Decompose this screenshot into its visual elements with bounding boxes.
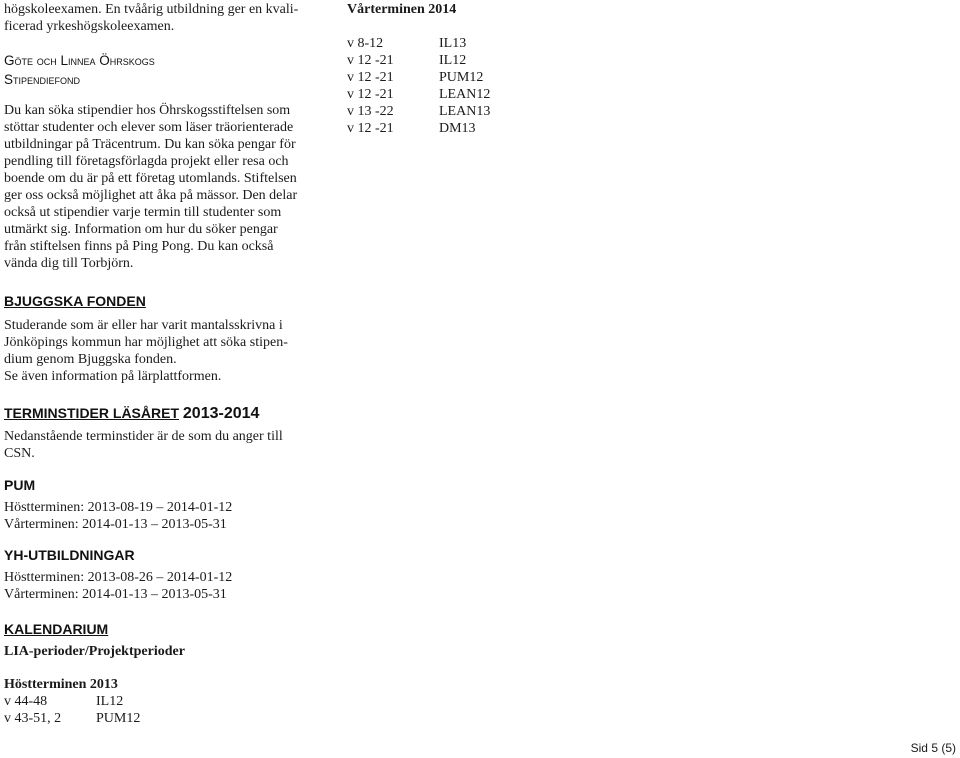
schedule-week: v 44-48 [4, 694, 48, 709]
pum-date-line: Höstterminen: 2013-08-19 – 2014-01-12 [4, 500, 233, 515]
ohrskog-title-line: Stipendiefond [4, 72, 81, 87]
varterminen-section [347, 1, 490, 137]
kalendarium-subtitle: LIA-perioder/Projektperioder [4, 644, 185, 659]
ohrskog-line: stöttar studenter och elever som läser träorienterade [4, 120, 294, 135]
intro-text [4, 1, 324, 35]
yh-date-line: Vårterminen: 2014-01-13 – 2013-05-31 [4, 587, 227, 602]
schedule-row [347, 103, 490, 120]
ohrskog-body [4, 102, 306, 272]
schedule-week: v 13 -22 [347, 104, 394, 119]
intro-line: högskoleexamen. En tvåårig utbildning ger en kvali- [4, 2, 299, 17]
schedule-row [347, 69, 490, 86]
ohrskog-title-line: Göte och Linnea Öhrskogs [4, 53, 155, 68]
page-number: Sid 5 (5) [910, 741, 956, 755]
schedule-row [4, 693, 140, 710]
ohrskog-line: utbildningar på Träcentrum. Du kan söka pengar för [4, 137, 296, 152]
hosterminen-heading: Höstterminen 2013 [4, 677, 118, 692]
terminstider-body [4, 428, 304, 462]
schedule-week: v 12 -21 [347, 87, 394, 102]
schedule-row [347, 86, 490, 103]
schedule-group: LEAN13 [439, 104, 491, 119]
schedule-group: PUM12 [96, 711, 141, 726]
terminstider-line: Nedanstående terminstider är de som du anger till [4, 429, 283, 444]
schedule-week: v 8-12 [347, 36, 384, 51]
schedule-group: DM13 [439, 121, 476, 136]
varterminen-heading: Vårterminen 2014 [347, 2, 457, 17]
pum-heading [4, 477, 35, 494]
schedule-row [347, 52, 490, 69]
bjuggska-line: Studerande som är eller har varit mantalsskrivna i [4, 318, 283, 333]
ohrskog-line: vända dig till Torbjörn. [4, 256, 134, 271]
terminstider-title-year: 2013-2014 [182, 405, 260, 422]
ohrskog-line: boende om du är på ett företag utomlands. Stiftelsen [4, 171, 297, 186]
schedule-group: LEAN12 [439, 87, 491, 102]
schedule-week: v 43-51, 2 [4, 711, 62, 726]
ohrskog-heading [4, 51, 155, 89]
pum-dates [4, 499, 232, 533]
bjuggska-body [4, 317, 304, 385]
terminstider-title-prefix: TERMINSTIDER LÄSÅRET [4, 405, 179, 421]
schedule-row [347, 35, 490, 52]
intro-line: ficerad yrkeshögskoleexamen. [4, 19, 175, 34]
ohrskog-line: från stiftelsen finns på Ping Pong. Du kan också [4, 239, 274, 254]
yh-title: YH-UTBILDNINGAR [4, 547, 135, 563]
ohrskog-line: utmärkt sig. Information om hur du söker pengar [4, 222, 278, 237]
schedule-week: v 12 -21 [347, 53, 394, 68]
terminstider-line: CSN. [4, 446, 35, 461]
bjuggska-line: dium genom Bjuggska fonden. [4, 352, 177, 367]
bjuggska-line: Se även information på lärplattformen. [4, 369, 222, 384]
schedule-group: IL13 [439, 36, 467, 51]
ohrskog-line: också ut stipendier varje termin till studenter som [4, 205, 282, 220]
yh-dates [4, 569, 232, 603]
kalendarium-hosterminen [4, 676, 140, 727]
schedule-week: v 12 -21 [347, 121, 394, 136]
bjuggska-title: BJUGGSKA FONDEN [4, 293, 146, 309]
yh-date-line: Höstterminen: 2013-08-26 – 2014-01-12 [4, 570, 233, 585]
schedule-week: v 12 -21 [347, 70, 394, 85]
ohrskog-line: ger oss också möjlighet att åka på mässor. Den delar [4, 188, 298, 203]
yh-heading [4, 547, 135, 564]
pum-date-line: Vårterminen: 2014-01-13 – 2013-05-31 [4, 517, 227, 532]
terminstider-heading [4, 404, 259, 423]
ohrskog-line: Du kan söka stipendier hos Öhrskogsstiftelsen som [4, 103, 291, 118]
bjuggska-heading [4, 293, 146, 310]
schedule-row [347, 120, 490, 137]
bjuggska-line: Jönköpings kommun har möjlighet att söka stipen- [4, 335, 288, 350]
kalendarium-title: KALENDARIUM [4, 621, 109, 637]
schedule-group: PUM12 [439, 70, 484, 85]
pum-title: PUM [4, 477, 36, 493]
schedule-group: IL12 [439, 53, 467, 68]
schedule-group: IL12 [96, 694, 124, 709]
kalendarium-heading [4, 621, 108, 638]
ohrskog-line: pendling till företagsförlagda projekt eller resa och [4, 154, 289, 169]
schedule-row [4, 710, 140, 727]
